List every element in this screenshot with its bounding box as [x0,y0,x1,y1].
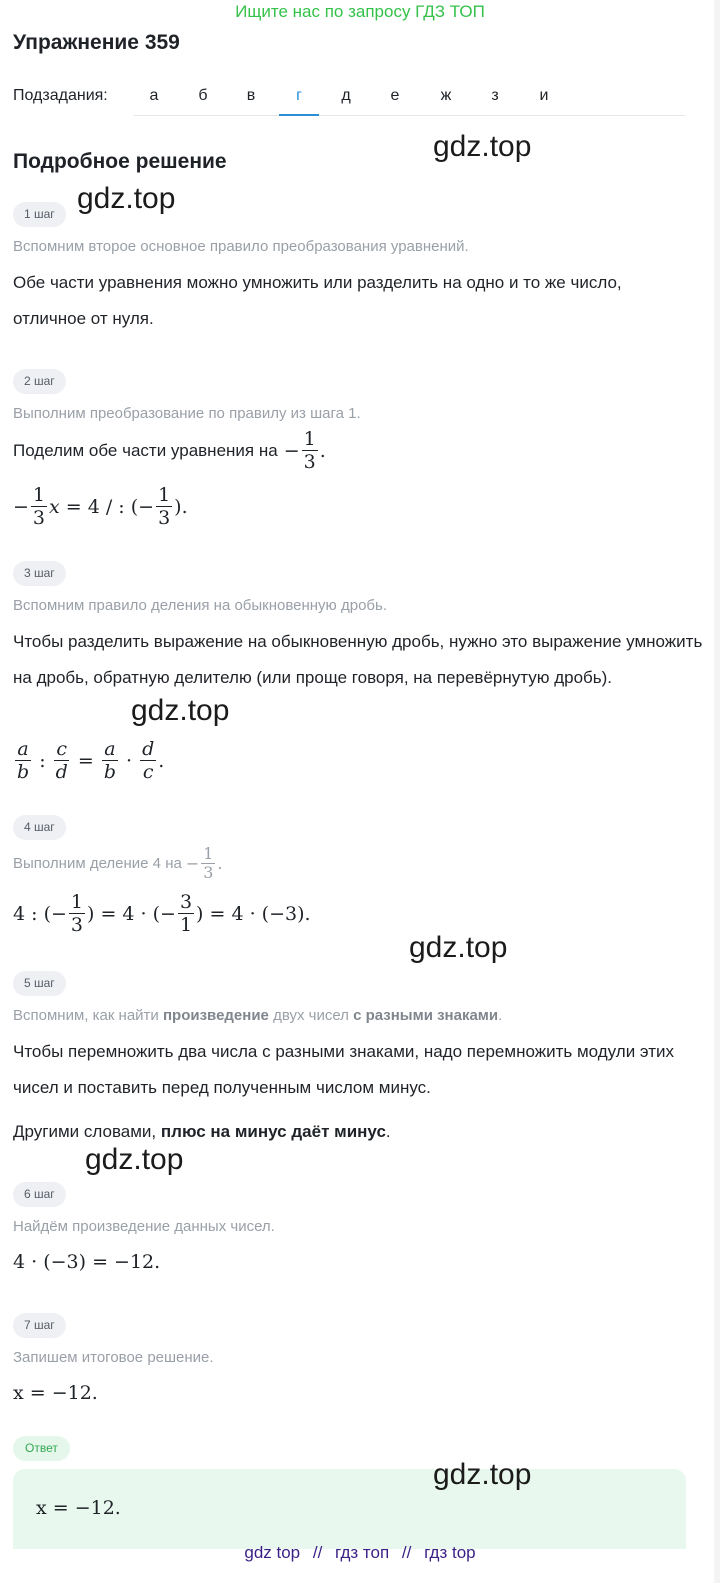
step-hint: Вспомним, как найти произведение двух чисел с разными знаками. [13,1007,503,1024]
page-title: Упражнение 359 [13,31,180,54]
step-badge: 7 шаг [13,1313,66,1338]
watermark: gdz.top [433,130,532,163]
tab-zh[interactable]: ж [440,87,452,104]
answer-box [13,1469,686,1549]
step-badge: 1 шаг [13,202,66,227]
footer-link[interactable]: гдз топ [335,1543,390,1562]
tab-g[interactable]: г [279,87,319,116]
tab-b[interactable]: б [198,87,208,104]
section-title: Подробное решение [13,150,227,173]
step-math: x = −12. [13,1382,98,1404]
step-hint: Вспомним второе основное правило преобразования уравнений. [13,238,469,255]
watermark: gdz.top [85,1143,184,1176]
step-badge: 4 шаг [13,815,66,840]
promo-banner[interactable]: Ищите нас по запросу ГДЗ ТОП [235,2,485,21]
watermark: gdz.top [409,931,508,964]
footer-separator: // [401,1543,412,1562]
step-math: 4 · (−3) = −12. [13,1251,161,1273]
step-badge: 3 шаг [13,561,66,586]
footer-link[interactable]: гдз top [424,1543,476,1562]
step-text: Чтобы разделить выражение на обыкновенную дробь, нужно это выражение умножить на дробь, обратную делителю (или проще говоря, на перевёрнутую дробь). [13,632,703,687]
step-text: Поделим обе части уравнения на − $\frac{1}{3}$ . [13,428,326,473]
step-text: Обе части уравнения можно умножить или разделить на одно и то же число, отличное от нуля. [13,273,622,328]
footer-links [0,1543,720,1563]
subtasks-nav [13,84,685,116]
step-badge: 6 шаг [13,1182,66,1207]
tab-z[interactable]: з [491,87,499,104]
subtasks-label: Подзадания: [13,87,108,104]
tab-d[interactable]: д [341,87,351,104]
step-hint: Вспомним правило деления на обыкновенную дробь. [13,597,387,614]
step-math: 4 : (− $\frac{1}{3}$ ) = 4 · (− $\frac{3}{1}$ ) = 4 · (−3). [13,891,311,936]
tab-v[interactable]: в [246,87,256,104]
step-hint: Запишем итоговое решение. [13,1349,214,1366]
step-text-2: Другими словами, плюс на минус даёт минус. [13,1122,391,1141]
step-math: $\frac{a}{b}$ : $\frac{c}{d}$ = $\frac{a}{b}$ · $\frac{d}{c}$ . [17,738,165,783]
tab-e[interactable]: е [390,87,400,104]
step-badge: 2 шаг [13,369,66,394]
watermark: gdz.top [433,1458,532,1491]
footer-link[interactable]: gdz top [244,1543,301,1562]
step-hint: Выполним деление 4 на − $\frac{1}{3}$ . [13,844,223,882]
tab-a[interactable]: а [149,87,159,104]
subtasks-tabs [134,84,685,116]
step-math: − $\frac{1}{3}$ x = 4 / : (− $\frac{1}{3}$ ). [13,484,188,529]
footer-separator: // [312,1543,323,1562]
tab-i[interactable]: и [539,87,549,104]
watermark: gdz.top [131,694,230,727]
step-text: Чтобы перемножить два числа с разными знаками, надо перемножить модули этих чисел и поставить перед полученным числом минус. [13,1042,674,1097]
scrollbar[interactable] [714,0,720,1583]
answer-math: x = −12. [36,1497,121,1519]
step-hint: Выполним преобразование по правилу из шага 1. [13,405,361,422]
step-hint: Найдём произведение данных чисел. [13,1218,275,1235]
watermark: gdz.top [77,182,176,215]
answer-badge: Ответ [13,1436,70,1461]
step-badge: 5 шаг [13,971,66,996]
